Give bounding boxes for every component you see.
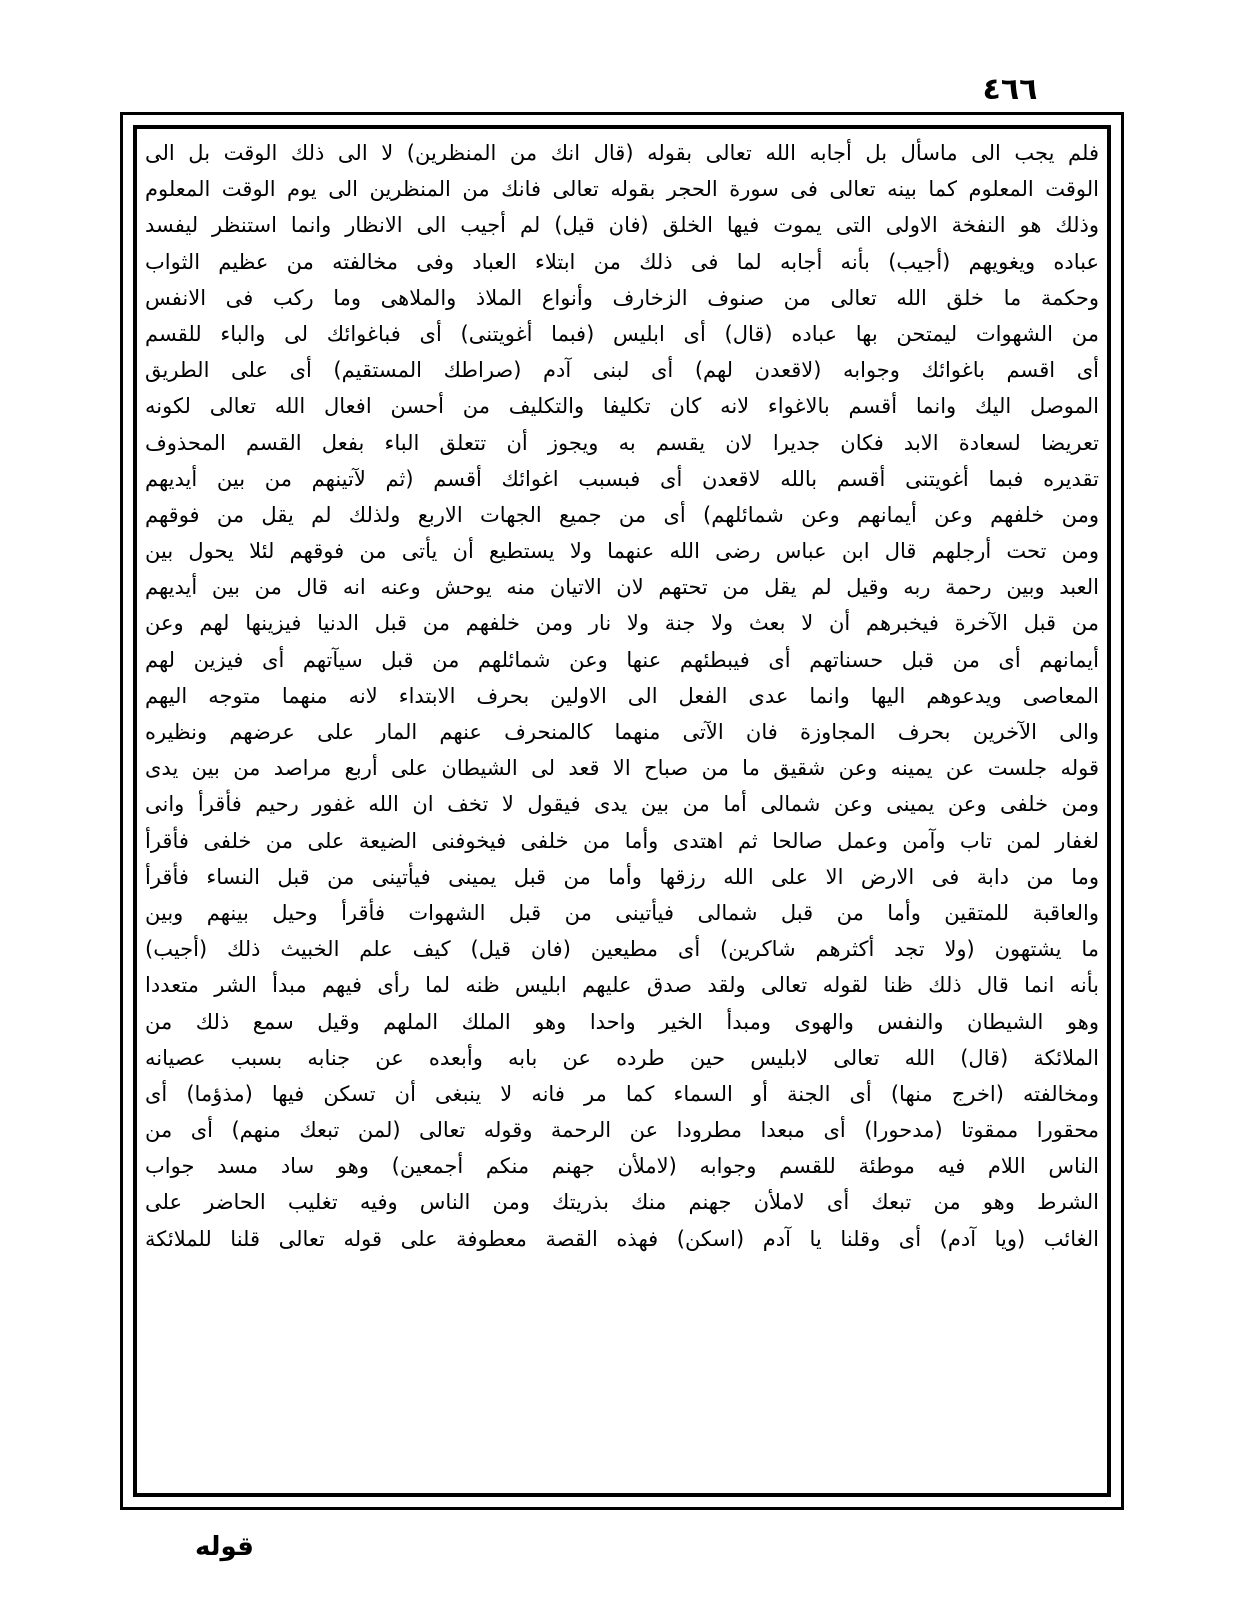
text-line: المعاصى ويدعوهم اليها وانما عدى الفعل الى الاولين بحرف الابتداء لانه منهما متوجه اليهم: [145, 683, 1099, 708]
text-line: الموصل اليك وانما أقسم بالاغواء لانه كان تكليفا والتكليف من أحسن افعال الله تعالى لكونه: [145, 394, 1099, 419]
text-line: العبد وبين رحمة ربه وقيل لم يقل من تحتهم لان الاتيان منه يوحش وعنه انه قال من بين أيديهم: [145, 575, 1099, 600]
text-line: وما من دابة فى الارض الا على الله رزقها وأما من قبل يمينى فيأتينى من قبل النساء فأقرأ: [145, 864, 1099, 889]
text-line: الوقت المعلوم كما بينه تعالى فى سورة الحجر بقوله تعالى فانك من المنظرين الى يوم الوقت المعلوم: [145, 177, 1099, 202]
text-line: تعريضا لسعادة الابد فكان جديرا لان يقسم به ويجوز أن تتعلق الباء بفعل القسم المحذوف: [145, 430, 1099, 455]
catchword: قوله: [195, 1532, 254, 1562]
text-line: وذلك هو النفخة الاولى التى يموت فيها الخلق (فان قيل) لم أجيب الى الانظار وانما استنظر ليفسد: [145, 213, 1099, 238]
text-line: والى الآخرين بحرف المجاوزة فان الآتى منهما كالمنحرف عنهم المار على عرضهم ونظيره: [145, 720, 1099, 744]
text-line: من قبل الآخرة فيخبرهم أن لا بعث ولا جنة ولا نار ومن خلفهم من قبل الدنيا فيزينها لهم وعن: [145, 611, 1099, 636]
text-line: فلم يجب الى ماسأل بل أجابه الله تعالى بقوله (قال انك من المنظرين) لا الى ذلك الوقت بل الى: [145, 141, 1099, 165]
text-line: الشرط وهو من تبعك أى لاملأن جهنم منك بذريتك ومن الناس وفيه تغليب الحاضر على: [145, 1190, 1099, 1215]
text-line: الناس اللام فيه موطئة للقسم وجوابه (لاملأن جهنم منكم أجمعين) وهو ساد مسد جواب: [145, 1154, 1099, 1179]
text-line: عباده ويغويهم (أجيب) بأنه أجابه لما فى ذلك من ابتلاء العباد وفى مخالفته من عظيم الثواب: [145, 249, 1099, 274]
text-line: ومن خلفهم وعن أيمانهم وعن شمائلهم) أى من جميع الجهات الاربع ولذلك لم يقل من فوقهم: [145, 502, 1099, 527]
text-line: من الشهوات ليمتحن بها عباده (قال) أى ابليس (فبما أغويتنى) أى فباغوائك لى والباء للقسم: [145, 321, 1099, 346]
text-line: ومن تحت أرجلهم قال ابن عباس رضى الله عنهما ولا يستطيع أن يأتى من فوقهم لئلا يحول بين: [145, 539, 1099, 564]
text-line: بأنه انما قال ذلك ظنا لقوله تعالى ولقد صدق عليهم ابليس ظنه لما رأى فيهم مبدأ الشر متعددا: [145, 973, 1099, 998]
text-line: محقورا ممقوتا (مدحورا) أى مبعدا مطرودا عن الرحمة وقوله تعالى (لمن تبعك منهم) أى من: [145, 1118, 1099, 1143]
text-line: ما يشتهون (ولا تجد أكثرهم شاكرين) أى مطيعين (فان قيل) كيف علم الخبيث ذلك (أجيب): [145, 937, 1099, 962]
main-text-block: [145, 135, 1099, 1487]
text-line: تقديره فبما أغويتنى أقسم بالله لاقعدن أى فبسبب اغوائك أقسم (ثم لآتينهم من بين أيديهم: [145, 466, 1099, 491]
text-line: أى اقسم باغوائك وجوابه (لاقعدن لهم) أى لبنى آدم (صراطك المستقيم) أى على الطريق: [145, 358, 1099, 383]
text-line: ومن خلفى وعن يمينى وعن شمالى أما من بين يدى فيقول لا تخف ان الله غفور رحيم فأقرأ وانى: [145, 792, 1099, 817]
text-line: ومخالفته (اخرج منها) أى الجنة أو السماء كما مر فانه لا ينبغى أن تسكن فيها (مذؤما) أى: [145, 1081, 1099, 1106]
text-line: قوله جلست عن يمينه وعن شقيق ما من صباح الا قعد لى الشيطان على أربع مراصد من بين يدى: [145, 756, 1099, 781]
text-line: أيمانهم أى من قبل حسناتهم أى فيبطئهم عنها وعن شمائلهم من قبل سيآتهم أى فيزين لهم: [145, 647, 1099, 672]
text-line: وهو الشيطان والنفس والهوى ومبدأ الخير واحدا وهو الملك الملهم وقيل سمع ذلك من: [145, 1009, 1099, 1034]
text-line: لغفار لمن تاب وآمن وعمل صالحا ثم اهتدى وأما من خلفى فيخوفنى الضيعة على من خلفى فأقرأ: [145, 828, 1099, 853]
page-border-inner: [133, 125, 1111, 1497]
page-number: ٤٦٦: [982, 72, 1038, 107]
text-line: الملائكة (قال) الله تعالى لابليس حين طرده عن بابه وأبعده عن جنابه بسبب عصيانه: [145, 1045, 1099, 1070]
text-line: وحكمة ما خلق الله تعالى من صنوف الزخارف وأنواع الملاذ والملاهى وما ركب فى الانفس: [145, 285, 1099, 310]
text-line: الغائب (ويا آدم) أى وقلنا يا آدم (اسكن) فهذه القصة معطوفة على قوله تعالى قلنا للملائكة: [145, 1226, 1099, 1251]
page-border-outer: [120, 112, 1124, 1510]
text-line: والعاقبة للمتقين وأما من قبل شمالى فيأتينى من قبل الشهوات فأقرأ وحيل بينهم وبين: [145, 900, 1099, 925]
